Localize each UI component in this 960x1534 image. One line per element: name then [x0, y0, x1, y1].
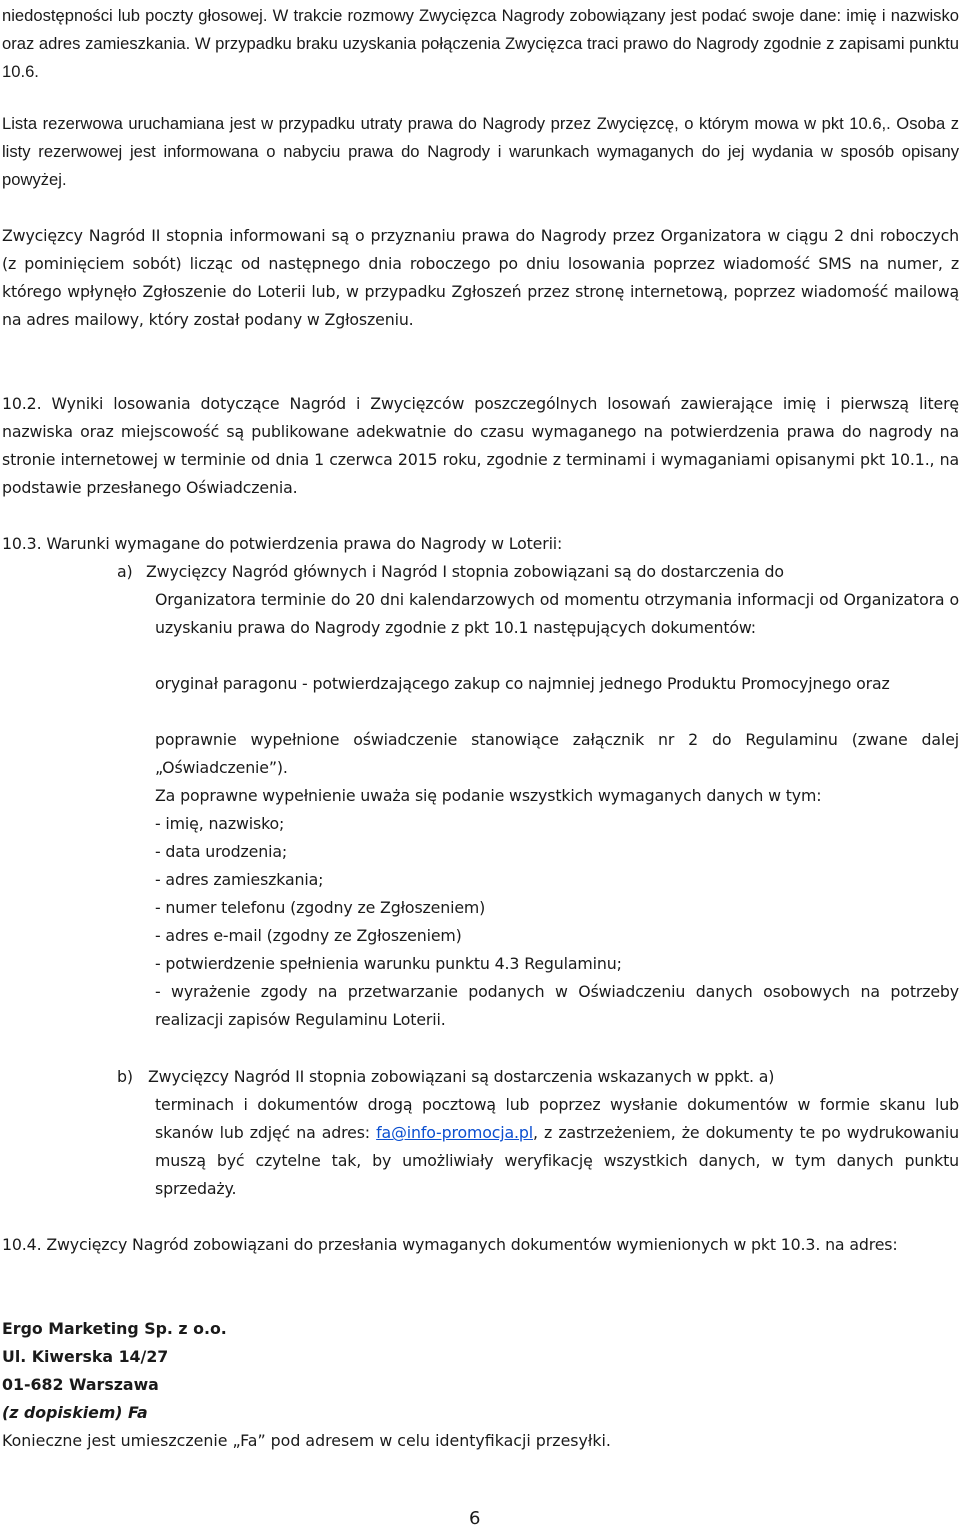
- paragraph-winner-contact: niedostępności lub poczty głosowej. W trakcie rozmowy Zwycięzca Nagrody zobowiązany jest podać swoje dane: imię i nazwisko oraz adres zamieszkania. W przypadku braku uzyskania połączenia Zwycięzca traci prawo do Nagrody zgodnie z zapisami punktu 10.6.: [2, 6, 959, 81]
- email-link[interactable]: fa@info-promocja.pl: [376, 1123, 534, 1142]
- field-item: - wyrażenie zgody na przetwarzanie podanych w Oświadczeniu danych osobowych na potrzeby realizacji zapisów Regulaminu Loterii.: [155, 982, 959, 1029]
- paragraph-10-3-conditions: 10.3. Warunki wymagane do potwierdzenia prawa do Nagrody w Loterii:: [2, 534, 563, 553]
- paragraph-reserve-list: Lista rezerwowa uruchamiana jest w przypadku utraty prawa do Nagrody przez Zwycięzcę, o którym mowa w pkt 10.6,. Osoba z listy rezerwowej jest informowana o nabyciu prawa do Nagrody i warunkach wymaganych do jej wydania w sposób opisany powyżej.: [2, 114, 959, 189]
- postal-address: [2, 1315, 227, 1427]
- paragraph-10-2-results: 10.2. Wyniki losowania dotyczące Nagród i Zwycięzców poszczególnych losowań zawierające imię i pierwszą literę nazwiska oraz miejscowość są publikowane adekwatnie do czasu wymaganego na potwierdzenia prawa do nagrody na stronie internetowej w terminie od dnia 1 czerwca 2015 roku, zgodnie z terminami i wymaganiami opisanymi pkt 10.1., na podstawie przesłanego Oświadczenia.: [2, 394, 959, 497]
- list-label-a: a): [117, 562, 133, 581]
- list-label-b: b): [117, 1067, 133, 1086]
- field-item: - imię, nazwisko;: [155, 814, 285, 833]
- item-b-body: [155, 1091, 959, 1203]
- item-a-fields-list: [155, 810, 959, 1034]
- item-b-text-before: terminach i dokumentów drogą pocztową lub poprzez wysłanie dokumentów w formie skanu lub skanów lub zdjęć na adres:: [155, 1095, 959, 1142]
- paragraph-final-note: Konieczne jest umieszczenie „Fa” pod adresem w celu identyfikacji przesyłki.: [2, 1431, 611, 1450]
- field-item: - numer telefonu (zgodny ze Zgłoszeniem): [155, 898, 486, 917]
- field-item: - potwierdzenie spełnienia warunku punktu 4.3 Regulaminu;: [155, 954, 622, 973]
- field-item: - data urodzenia;: [155, 842, 288, 861]
- address-note: (z dopiskiem) Fa: [2, 1403, 148, 1422]
- address-company: Ergo Marketing Sp. z o.o.: [2, 1319, 227, 1338]
- page-number: 6: [469, 1508, 481, 1529]
- item-b-text-after: , z zastrzeżeniem, że dokumenty te po wydrukowaniu muszą być czytelne tak, by umożliwiały weryfikację wszystkich danych, w tym danych punktu sprzedaży.: [155, 1123, 959, 1198]
- field-item: - adres e-mail (zgodny ze Zgłoszeniem): [155, 926, 462, 945]
- field-item: - adres zamieszkania;: [155, 870, 324, 889]
- item-a-doc-receipt: oryginał paragonu - potwierdzającego zakup co najmniej jednego Produktu Promocyjnego oraz: [155, 674, 890, 693]
- item-a-body: Organizatora terminie do 20 dni kalendarzowych od momentu otrzymania informacji od Organizatora o uzyskaniu prawa do Nagrody zgodnie z pkt 10.1 następujących dokumentów:: [155, 590, 959, 637]
- item-a-fields-intro: Za poprawne wypełnienie uważa się podanie wszystkich wymaganych danych w tym:: [155, 786, 822, 805]
- paragraph-10-4-send: 10.4. Zwycięzcy Nagród zobowiązani do przesłania wymaganych dokumentów wymienionych w pkt 10.3. na adres:: [2, 1235, 898, 1254]
- address-street: Ul. Kiwerska 14/27: [2, 1347, 169, 1366]
- paragraph-second-degree-winners: Zwycięzcy Nagród II stopnia informowani są o przyznaniu prawa do Nagrody przez Organizatora w ciągu 2 dni roboczych (z pominięciem sobót) licząc od następnego dnia roboczego po dniu losowania poprzez wiadomość SMS na numer, z którego wpłynęło Zgłoszenie do Loterii lub, w przypadku Zgłoszeń przez stronę internetową, poprzez wiadomość mailową na adres mailowy, który został podany w Zgłoszeniu.: [2, 226, 959, 329]
- item-b-first-line: Zwycięzcy Nagród II stopnia zobowiązani są dostarczenia wskazanych w ppkt. a): [148, 1067, 775, 1086]
- address-city: 01-682 Warszawa: [2, 1375, 159, 1394]
- item-a-first-line: Zwycięzcy Nagród głównych i Nagród I stopnia zobowiązani są do dostarczenia do: [146, 562, 784, 581]
- item-a-doc-declaration: poprawnie wypełnione oświadczenie stanowiące załącznik nr 2 do Regulaminu (zwane dalej „Oświadczenie”).: [155, 730, 959, 777]
